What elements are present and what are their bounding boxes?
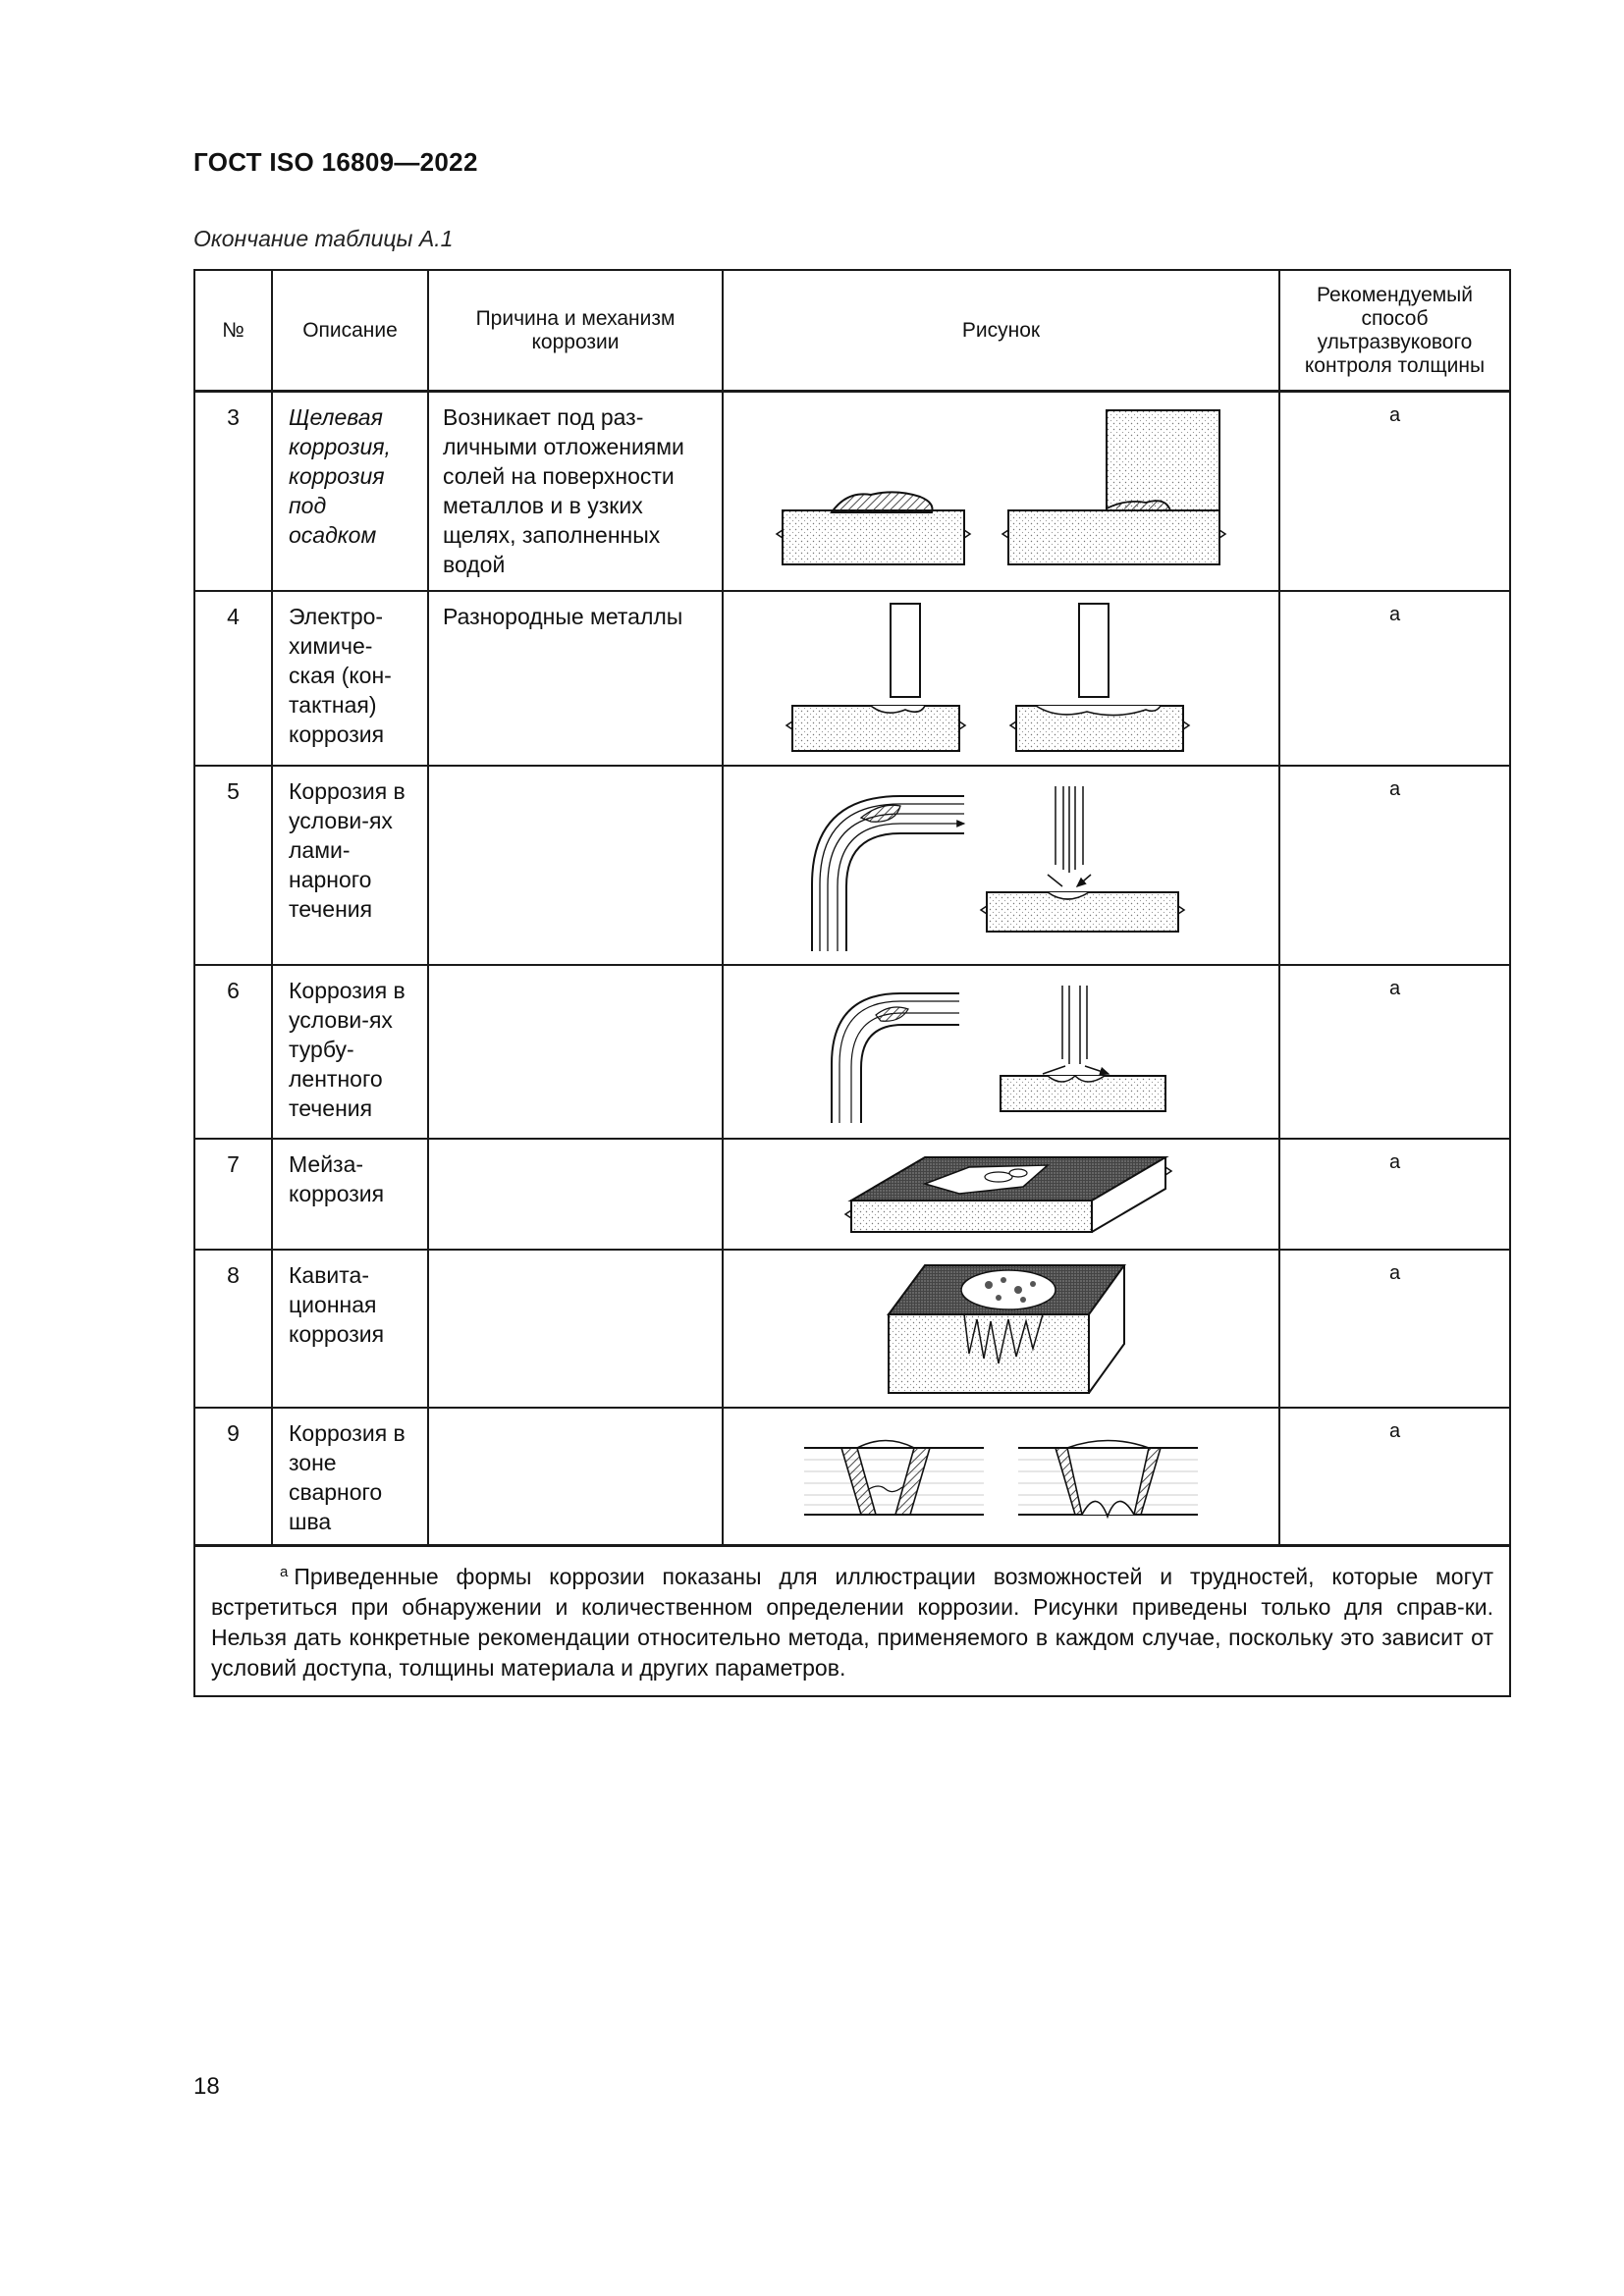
header-method: Рекомендуемый способ ультразвукового контроля толщины: [1279, 270, 1510, 392]
table-row: [194, 965, 1510, 1139]
row-method: а: [1279, 392, 1510, 591]
header-figure: Рисунок: [723, 270, 1279, 392]
row-method: а: [1279, 591, 1510, 766]
row-number: 5: [194, 766, 272, 965]
row-number: 6: [194, 965, 272, 1139]
row-number: 4: [194, 591, 272, 766]
row-method: а: [1279, 1250, 1510, 1408]
row-figure: [723, 965, 1279, 1139]
row-cause: Разнородные металлы: [428, 591, 723, 766]
table-row: [194, 392, 1510, 591]
corrosion-table: [193, 269, 1511, 1697]
row-description: Коррозия в услови-ях лами-нарного течения: [272, 766, 428, 965]
row-method: а: [1279, 766, 1510, 965]
footnote: [194, 1545, 1510, 1696]
mesa-corrosion-icon: [724, 1140, 1278, 1248]
row-description: Щелевая коррозия, коррозия под осадком: [272, 392, 428, 591]
cavitation-corrosion-icon: [724, 1251, 1278, 1406]
row-figure: [723, 591, 1279, 766]
header-description: Описание: [272, 270, 428, 392]
table-row: [194, 591, 1510, 766]
table-row: [194, 1408, 1510, 1546]
galvanic-corrosion-icon: [724, 592, 1278, 764]
row-cause: [428, 965, 723, 1139]
footnote-row: [194, 1545, 1510, 1696]
table-row: [194, 1139, 1510, 1250]
row-cause: [428, 1250, 723, 1408]
row-figure: [723, 1408, 1279, 1546]
row-method: а: [1279, 965, 1510, 1139]
table-header-row: [194, 270, 1510, 392]
table-row: [194, 1250, 1510, 1408]
row-figure: [723, 766, 1279, 965]
row-cause: [428, 1139, 723, 1250]
laminar-flow-corrosion-icon: [724, 767, 1278, 963]
row-number: 9: [194, 1408, 272, 1546]
row-description: Электро-химиче-ская (кон-тактная) коррозия: [272, 591, 428, 766]
row-description: Коррозия в услови-ях турбу-лентного течения: [272, 965, 428, 1139]
table-row: [194, 766, 1510, 965]
row-method: а: [1279, 1408, 1510, 1546]
row-description: Кавита-ционная коррозия: [272, 1250, 428, 1408]
footnote-mark: а: [280, 1563, 289, 1580]
row-number: 3: [194, 392, 272, 591]
header-no: №: [194, 270, 272, 392]
row-figure: [723, 392, 1279, 591]
row-figure: [723, 1250, 1279, 1408]
page-number: 18: [193, 2073, 220, 2100]
footnote-text: Приведенные формы коррозии показаны для иллюстрации возможностей и трудностей, которые могут встретиться при обнаружении и количественном определении коррозии. Рисунки приведены только для справ-ки. Нельзя дать конкретные рекомендации относительно метода, применяемого в каждом случае, поскольку это зависит от условий доступа, толщины материала и других параметров.: [211, 1563, 1493, 1681]
turbulent-flow-corrosion-icon: [724, 966, 1278, 1137]
header-cause: Причина и механизм коррозии: [428, 270, 723, 392]
table-caption: Окончание таблицы А.1: [193, 226, 454, 251]
row-figure: [723, 1139, 1279, 1250]
row-description: Коррозия в зоне сварного шва: [272, 1408, 428, 1546]
row-number: 7: [194, 1139, 272, 1250]
document-header: ГОСТ ISO 16809—2022: [193, 147, 478, 177]
row-number: 8: [194, 1250, 272, 1408]
row-description: Мейза-коррозия: [272, 1139, 428, 1250]
row-cause: [428, 766, 723, 965]
row-cause: Возникает под раз-личными отложениями солей на поверхности металлов и в узких щелях, заполненных водой: [428, 392, 723, 591]
crevice-corrosion-icon: [724, 393, 1278, 589]
weld-zone-corrosion-icon: [724, 1409, 1278, 1540]
row-method: а: [1279, 1139, 1510, 1250]
row-cause: [428, 1408, 723, 1546]
